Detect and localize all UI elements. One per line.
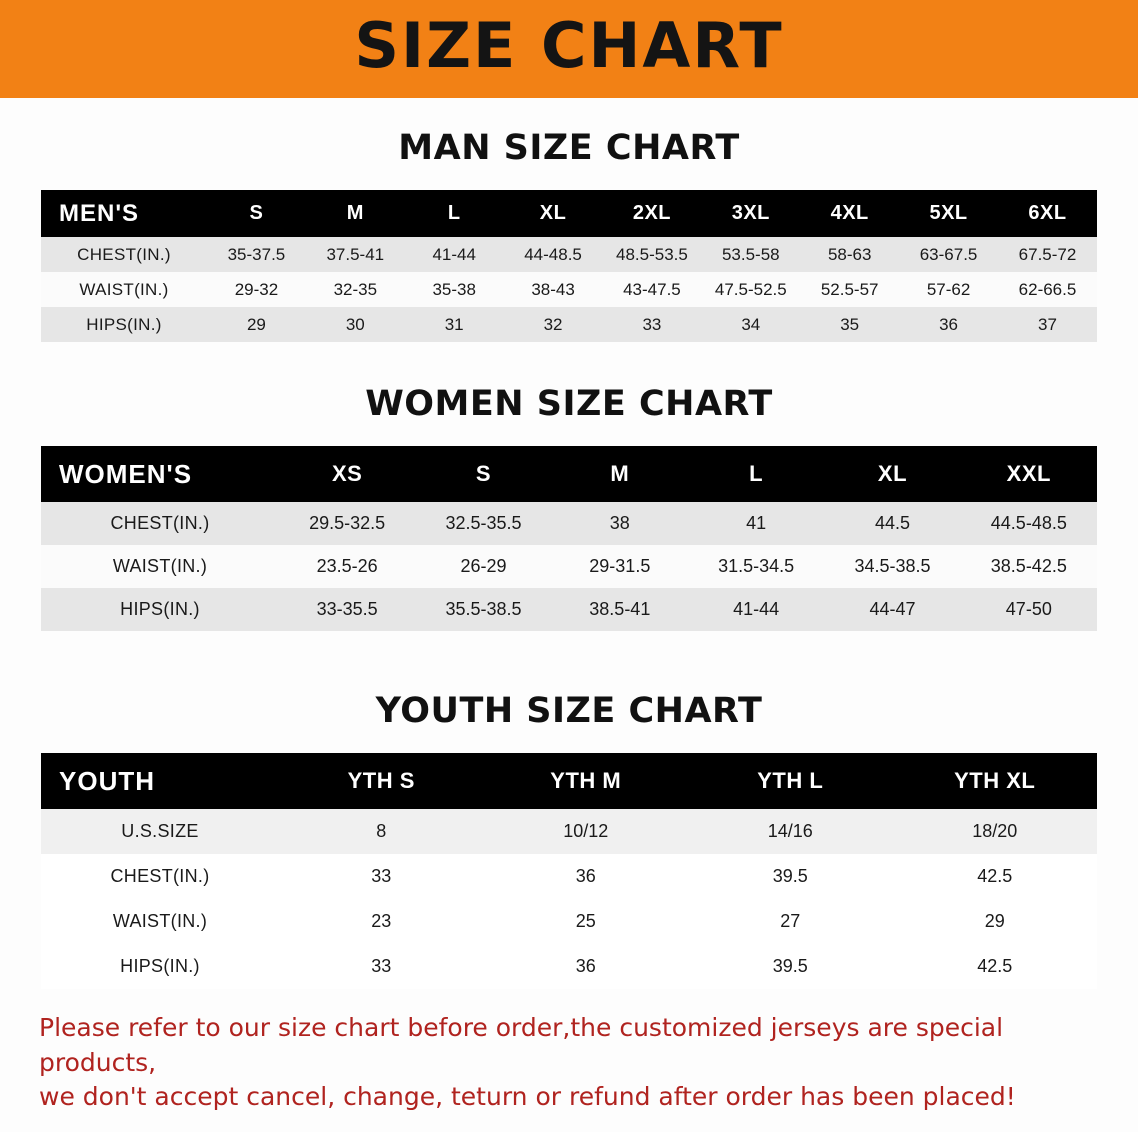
women-size-table	[41, 446, 1097, 631]
women-header-cell: L	[688, 446, 824, 502]
table-cell: 57-62	[899, 272, 998, 307]
table-cell: 32.5-35.5	[415, 502, 551, 545]
table-cell: 37.5-41	[306, 237, 405, 272]
table-cell: 67.5-72	[998, 237, 1097, 272]
table-cell: 47-50	[961, 588, 1097, 631]
row-label: WAIST(IN.)	[41, 899, 279, 944]
row-label: HIPS(IN.)	[41, 307, 207, 342]
row-label: WAIST(IN.)	[41, 545, 279, 588]
man-header-cell: 3XL	[701, 190, 800, 237]
table-cell: 34.5-38.5	[824, 545, 960, 588]
women-header-cell: S	[415, 446, 551, 502]
youth-table-header-row	[41, 753, 1097, 809]
table-row	[41, 944, 1097, 989]
table-cell: 41-44	[688, 588, 824, 631]
table-cell: 63-67.5	[899, 237, 998, 272]
table-cell: 25	[484, 899, 689, 944]
table-cell: 44-48.5	[504, 237, 603, 272]
policy-note-line-2: we don't accept cancel, change, teturn or refund after order has been placed!	[39, 1082, 1016, 1111]
youth-header-cell: YTH XL	[893, 753, 1098, 809]
page-title: SIZE CHART	[354, 9, 784, 82]
row-label: CHEST(IN.)	[41, 237, 207, 272]
table-cell: 38-43	[504, 272, 603, 307]
table-cell: 29	[893, 899, 1098, 944]
table-cell: 37	[998, 307, 1097, 342]
man-header-cell: 5XL	[899, 190, 998, 237]
row-label: HIPS(IN.)	[41, 944, 279, 989]
table-cell: 29	[207, 307, 306, 342]
man-header-label: MEN'S	[41, 190, 207, 237]
table-cell: 44.5	[824, 502, 960, 545]
table-cell: 36	[484, 854, 689, 899]
women-section-title: WOMEN SIZE CHART	[365, 384, 773, 424]
youth-header-cell: YTH L	[688, 753, 893, 809]
table-cell: 42.5	[893, 944, 1098, 989]
table-cell: 35.5-38.5	[415, 588, 551, 631]
row-label: WAIST(IN.)	[41, 272, 207, 307]
table-cell: 10/12	[484, 809, 689, 854]
women-header-cell: XS	[279, 446, 415, 502]
table-row	[41, 545, 1097, 588]
youth-header-cell: YTH M	[484, 753, 689, 809]
youth-header-label: YOUTH	[41, 753, 279, 809]
table-cell: 41	[688, 502, 824, 545]
table-cell: 29-32	[207, 272, 306, 307]
row-label: U.S.SIZE	[41, 809, 279, 854]
table-cell: 58-63	[800, 237, 899, 272]
table-cell: 36	[899, 307, 998, 342]
man-table-header-row	[41, 190, 1097, 237]
youth-header-cell: YTH S	[279, 753, 484, 809]
table-cell: 39.5	[688, 854, 893, 899]
man-header-cell: 2XL	[603, 190, 702, 237]
table-row	[41, 237, 1097, 272]
women-header-cell: XL	[824, 446, 960, 502]
table-cell: 33-35.5	[279, 588, 415, 631]
table-cell: 38.5-41	[552, 588, 688, 631]
table-cell: 33	[603, 307, 702, 342]
youth-section-title: YOUTH SIZE CHART	[375, 691, 763, 731]
man-header-cell: 4XL	[800, 190, 899, 237]
table-row	[41, 854, 1097, 899]
table-cell: 35-38	[405, 272, 504, 307]
table-cell: 47.5-52.5	[701, 272, 800, 307]
table-cell: 48.5-53.5	[603, 237, 702, 272]
row-label: CHEST(IN.)	[41, 502, 279, 545]
table-cell: 32	[504, 307, 603, 342]
table-cell: 27	[688, 899, 893, 944]
man-section-title: MAN SIZE CHART	[398, 128, 740, 168]
man-header-cell: XL	[504, 190, 603, 237]
table-row	[41, 809, 1097, 854]
table-cell: 33	[279, 854, 484, 899]
table-cell: 52.5-57	[800, 272, 899, 307]
table-cell: 18/20	[893, 809, 1098, 854]
table-cell: 8	[279, 809, 484, 854]
table-cell: 36	[484, 944, 689, 989]
table-cell: 38.5-42.5	[961, 545, 1097, 588]
table-cell: 38	[552, 502, 688, 545]
youth-size-table	[41, 753, 1097, 989]
table-cell: 44-47	[824, 588, 960, 631]
man-size-table	[41, 190, 1097, 342]
table-cell: 34	[701, 307, 800, 342]
table-cell: 35	[800, 307, 899, 342]
women-header-cell: XXL	[961, 446, 1097, 502]
table-cell: 62-66.5	[998, 272, 1097, 307]
table-cell: 14/16	[688, 809, 893, 854]
man-header-cell: 6XL	[998, 190, 1097, 237]
table-row	[41, 272, 1097, 307]
man-header-cell: L	[405, 190, 504, 237]
table-cell: 44.5-48.5	[961, 502, 1097, 545]
table-cell: 53.5-58	[701, 237, 800, 272]
policy-note-line-1: Please refer to our size chart before order,the customized jerseys are special products,	[39, 1013, 1004, 1077]
page-banner	[0, 0, 1138, 98]
table-cell: 41-44	[405, 237, 504, 272]
table-cell: 42.5	[893, 854, 1098, 899]
row-label: HIPS(IN.)	[41, 588, 279, 631]
man-header-cell: S	[207, 190, 306, 237]
table-row	[41, 502, 1097, 545]
women-header-label: WOMEN'S	[41, 446, 279, 502]
table-cell: 43-47.5	[603, 272, 702, 307]
table-row	[41, 307, 1097, 342]
row-label: CHEST(IN.)	[41, 854, 279, 899]
policy-note	[39, 1011, 1099, 1115]
table-cell: 32-35	[306, 272, 405, 307]
table-cell: 29.5-32.5	[279, 502, 415, 545]
table-cell: 33	[279, 944, 484, 989]
table-cell: 39.5	[688, 944, 893, 989]
table-row	[41, 588, 1097, 631]
women-table-header-row	[41, 446, 1097, 502]
table-cell: 29-31.5	[552, 545, 688, 588]
women-header-cell: M	[552, 446, 688, 502]
table-cell: 26-29	[415, 545, 551, 588]
table-cell: 31	[405, 307, 504, 342]
table-cell: 31.5-34.5	[688, 545, 824, 588]
table-cell: 35-37.5	[207, 237, 306, 272]
table-cell: 23.5-26	[279, 545, 415, 588]
table-cell: 23	[279, 899, 484, 944]
table-row	[41, 899, 1097, 944]
table-cell: 30	[306, 307, 405, 342]
man-header-cell: M	[306, 190, 405, 237]
